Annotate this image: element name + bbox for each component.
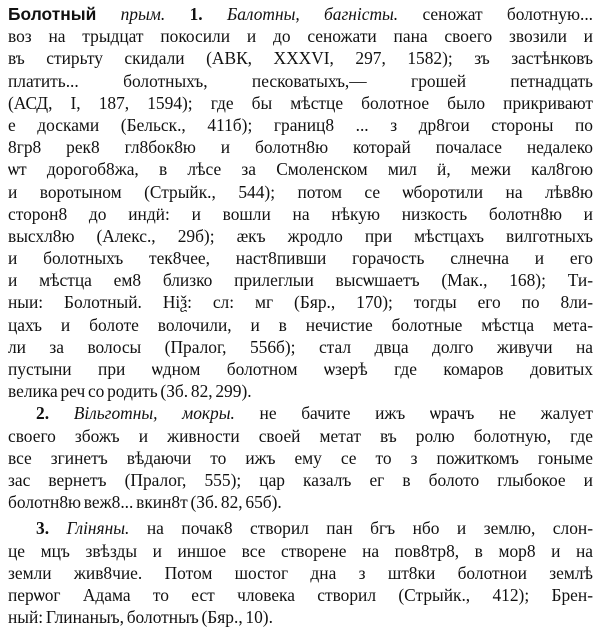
text-line: платить... болотныхъ, песковатыхъ,— грошей петнадцать [8, 70, 593, 91]
entry-first-line [8, 3, 593, 25]
text-line: высхл8ю (Алекс., 29б); ӕкъ жродло при мѣстцахъ вилготныхъ [8, 225, 593, 246]
text-line: болотн8ю веж8... вкин8т (Зб. 82, 65б). [8, 492, 282, 513]
sense-2-gloss: Вільготны, мокры. [73, 403, 235, 424]
text-line: все згинетъ вѣдаючи то ижъ ему се то з пожиткомъ гоныме [8, 447, 593, 468]
text-line: 8гр8 рек8 гл8бок8ю и болотн8ю которай почаласе недалеко [8, 137, 593, 158]
text-line: ный: Глинаныъ, болотныъ (Бяр., 10). [8, 607, 273, 628]
text-line: и воротыном (Стрыйк., 544); потом се ѡборотили на лѣв8ю [8, 181, 593, 202]
text-line: перѡог Адама то ест чловека створил (Стрыйк., 412); Брен- [8, 584, 593, 605]
sense-3-gloss: Гліняны. [66, 518, 130, 539]
sense-1-gloss: Балотны, багністы. [226, 4, 399, 24]
text-line: воз на трыдцат покосили и до сеножати пана своего звозили и [8, 26, 593, 47]
sense-3-first-line [8, 517, 593, 539]
text-line: и мѣстца ем8 близко прилеглыи высѡшаетъ (Мак., 168); Ти- [8, 270, 593, 291]
sense-3-text: на почак8 створил пан бгъ нбо и землю, слон- [146, 518, 593, 539]
sense-2-number: 2. [36, 403, 50, 424]
sense-1-number: 1. [189, 4, 203, 24]
text-line: ныи: Болотный. Ніѯ: сл: мг (Бяр., 170); тогды его по 8ли- [8, 292, 593, 313]
text-line: земли жив8чие. Потом шостог дна з шт8ки болотнои землѣ [8, 562, 593, 583]
text-line: въ стирьту скидали (АВК, XXXVI, 297, 1582); зъ застѣнковъ [8, 48, 593, 69]
text-line: е досками (Бельск., 411б); границ8 ... з др8гои стороны по [8, 114, 593, 135]
sense-3-number: 3. [36, 518, 50, 539]
text-line: сторон8 до индӥ: и вошли на нѣкую низкость болотн8ю и [8, 203, 593, 224]
text-line: своего збожъ и живности своей метат въ ролю болотную, где [8, 425, 593, 446]
text-line: пустыни при ѡдном болотном ѡзерѣ где комаров довитых [8, 359, 593, 379]
text-line: зас вернетъ (Пралог, 555); цар казалъ ег в болото глыбокое и [8, 469, 593, 490]
part-of-speech: прым. [120, 4, 166, 24]
text-line: це мцъ звѣзды и иншое все створене на пов8тр8, в мор8 и на [8, 540, 593, 561]
text-line: и болотныхъ тек8чее, наст8пивши горачость слнечна и его [8, 248, 593, 269]
text-line: велика реч со родить (Зб. 82, 299). [8, 381, 252, 402]
text-line: цахъ и болоте волочили, и в нечистие болотные мѣстца мета- [8, 314, 593, 335]
sense-2-first-line [8, 402, 593, 424]
text-line: ѡт дорогоб8жа, в лѣсе за Смоленском мил ӥ, межи кал8гою [8, 159, 593, 180]
sense-1-text: сеножат болотную... [422, 4, 593, 24]
text-line: (АСД, I, 187, 1594); где бы мѣстце болотное было прикривают [8, 92, 593, 113]
text-line: ли за волосы (Пралог, 556б); стал двца долго живучи на [8, 336, 593, 357]
sense-2-text: не бачите ижъ ѡрачъ не жалует [259, 403, 593, 424]
headword: Болотный [8, 4, 97, 24]
